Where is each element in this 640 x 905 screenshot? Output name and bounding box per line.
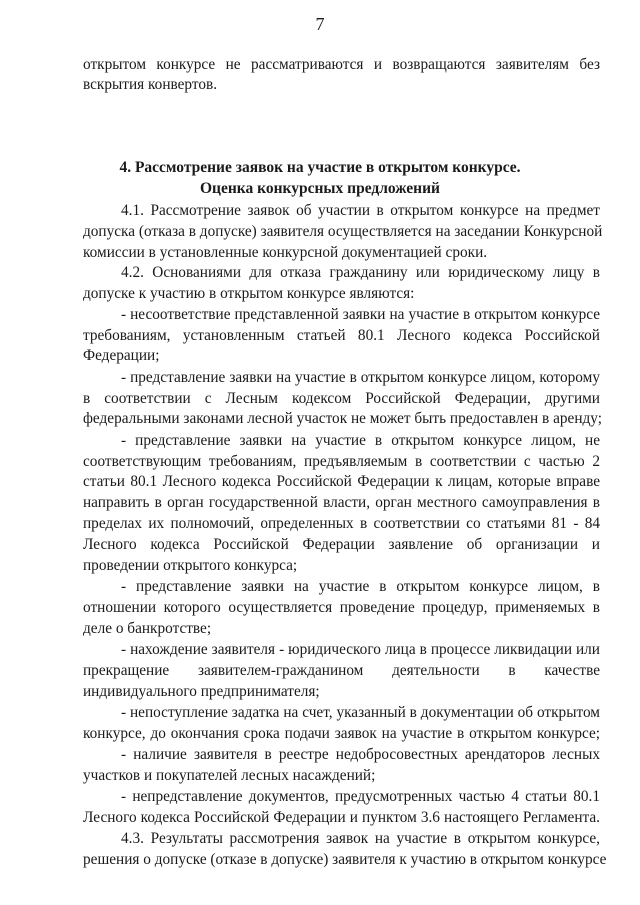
list-item-first-line: - представление заявки на участие в открытом конкурсе лицом, не — [121, 432, 600, 449]
text-line: допуске к участию в открытом конкурсе являются: — [83, 285, 415, 302]
text-line: отношении которого осуществляется проведение процедур, применяемых в — [83, 599, 600, 616]
text-line: статьи 80.1 Лесного кодекса Российской Федерации к лицам, которые вправе — [83, 473, 600, 490]
list-item-first-line: - наличие заявителя в реестре недобросовестных арендаторов лесных — [121, 746, 600, 763]
text-line: федеральными законами лесной участок не может быть предоставлен в аренду; — [83, 410, 602, 427]
list-item-first-line: - представление заявки на участие в открытом конкурсе лицом, в — [121, 578, 600, 595]
text-line: пределах их полномочий, определенных в соответствии со статьями 81 - 84 — [83, 515, 600, 532]
list-item-first-line: - непредставление документов, предусмотренных частью 4 статьи 80.1 — [121, 788, 600, 805]
text-line: Лесного кодекса Российской Федерации и пунктом 3.6 настоящего Регламента. — [83, 809, 600, 826]
text-line: прекращение заявителем-гражданином деятельности в качестве — [83, 662, 600, 679]
text-line: индивидуального предпринимателя; — [83, 683, 320, 700]
text-line: направить в орган государственной власти, орган местного самоуправления в — [83, 494, 600, 511]
text-line: требованиям, установленным статьей 80.1 Лесного кодекса Российской — [83, 327, 600, 344]
section-heading-line1: 4. Рассмотрение заявок на участие в открытом конкурсе. — [119, 159, 521, 176]
list-item-first-line: - непоступление задатка на счет, указанный в документации об открытом — [121, 704, 600, 721]
text-line: в соответствии с Лесным кодексом Российской Федерации, другими — [83, 390, 600, 407]
paragraph-first-line: 4.3. Результаты рассмотрения заявок на участие в открытом конкурсе, — [121, 830, 600, 847]
text-line: участков и покупателей лесных насаждений; — [83, 767, 376, 784]
text-line: соответствующим требованиям, предъявляемым в соответствии с частью 2 — [83, 453, 600, 470]
text-line: проведении открытого конкурса; — [83, 557, 298, 574]
text-line: комиссии в установленные конкурсной документацией сроки. — [83, 244, 488, 261]
text-line: деле о банкротстве; — [83, 620, 212, 637]
text-line: решения о допуске (отказе в допуске) заявителя к участию в открытом конкурсе — [83, 851, 607, 868]
section-heading-line2: Оценка конкурсных предложений — [200, 180, 440, 197]
text-line: вскрытия конвертов. — [83, 76, 218, 93]
text-line: Лесного кодекса Российской Федерации заявление об организации и — [83, 536, 600, 553]
page-number: 7 — [315, 14, 325, 34]
paragraph-first-line: 4.1. Рассмотрение заявок об участии в открытом конкурсе на предмет — [121, 202, 600, 219]
paragraph-first-line: 4.2. Основаниями для отказа гражданину или юридическому лицу в — [121, 264, 600, 281]
text-line: конкурсе, до окончания срока подачи заявок на участие в открытом конкурсе; — [83, 725, 600, 742]
list-item-first-line: - представление заявки на участие в открытом конкурсе лицом, которому — [121, 369, 600, 386]
text-line: открытом конкурсе не рассматриваются и возвращаются заявителям без — [83, 56, 600, 73]
list-item-first-line: - несоответствие представленной заявки на участие в открытом конкурсе — [121, 306, 600, 323]
list-item-first-line: - нахождение заявителя - юридического лица в процессе ликвидации или — [121, 641, 600, 658]
text-line: Федерации; — [83, 347, 160, 364]
text-line: допуска (отказа в допуске) заявителя осуществляется на заседании Конкурсной — [83, 223, 603, 240]
